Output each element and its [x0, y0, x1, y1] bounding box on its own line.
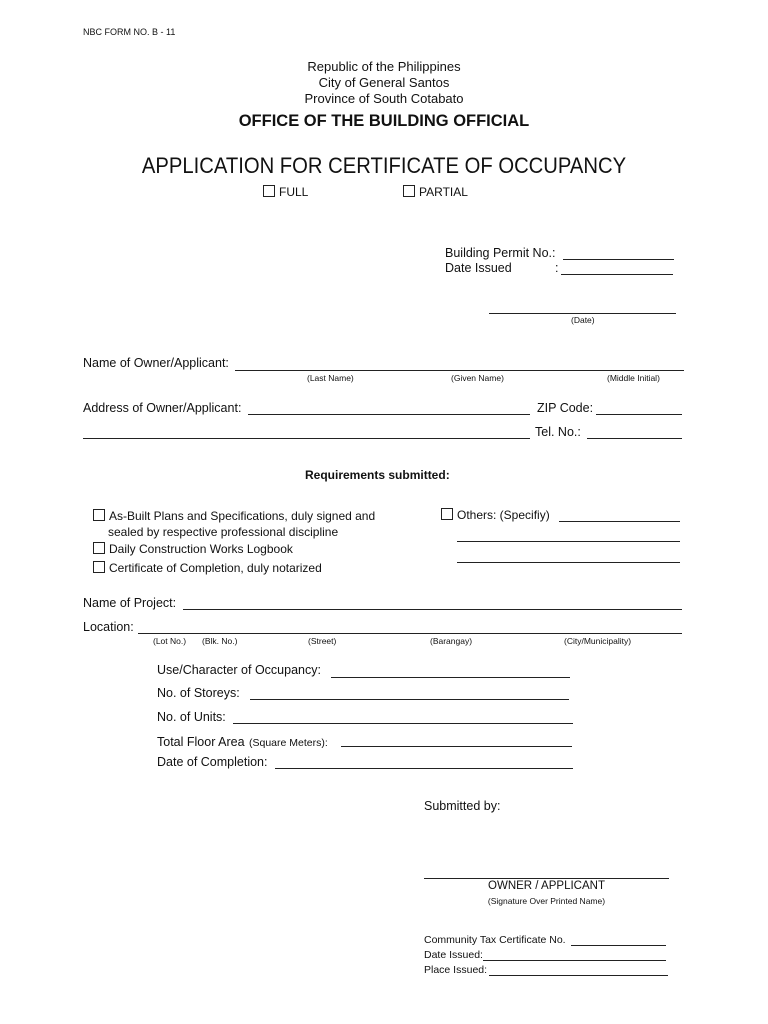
zip-field[interactable]	[596, 414, 682, 415]
project-name-field[interactable]	[183, 609, 682, 610]
as-built-label: As-Built Plans and Specifications, duly signed and	[109, 509, 376, 523]
ctc-date-issued-label: Date Issued:	[424, 949, 483, 961]
date-issued-colon: :	[555, 261, 559, 275]
floor-area-label: Total Floor Area	[157, 735, 245, 749]
logbook-checkbox[interactable]	[93, 542, 105, 554]
republic-line: Republic of the Philippines	[307, 59, 461, 74]
partial-checkbox[interactable]	[403, 185, 415, 197]
logbook-label: Daily Construction Works Logbook	[109, 542, 293, 556]
owner-applicant-label: OWNER / APPLICANT	[488, 880, 605, 892]
city-line: City of General Santos	[318, 75, 450, 90]
as-built-label-2: sealed by respective professional discipline	[108, 525, 339, 539]
completion-date-label: Date of Completion:	[157, 755, 268, 769]
as-built-checkbox[interactable]	[93, 509, 105, 521]
units-label: No. of Units:	[157, 710, 226, 724]
signature-caption: (Signature Over Printed Name)	[487, 896, 606, 906]
others-field-1[interactable]	[559, 521, 680, 522]
project-name-label: Name of Project:	[83, 596, 177, 610]
ctc-label: Community Tax Certificate No.	[424, 934, 566, 946]
owner-name-label: Name of Owner/Applicant:	[83, 356, 229, 370]
given-name-caption: (Given Name)	[451, 373, 504, 383]
office-title: OFFICE OF THE BUILDING OFFICIAL	[238, 112, 530, 130]
application-title: APPLICATION FOR CERTIFICATE OF OCCUPANCY	[141, 153, 627, 178]
form-number: NBC FORM NO. B - 11	[83, 27, 176, 37]
middle-initial-caption: (Middle Initial)	[607, 373, 660, 383]
owner-address-label: Address of Owner/Applicant:	[83, 401, 242, 415]
city-caption: (City/Municipality)	[564, 636, 632, 646]
completion-cert-label: Certificate of Completion, duly notarized	[109, 561, 322, 575]
owner-name-field[interactable]	[235, 370, 684, 371]
street-caption: (Street)	[308, 636, 337, 646]
req-others[interactable]	[441, 508, 550, 522]
units-field[interactable]	[233, 723, 573, 724]
floor-area-unit: (Square Meters):	[249, 737, 328, 749]
tel-field[interactable]	[587, 438, 682, 439]
req-as-built[interactable]	[93, 509, 375, 523]
use-occupancy-label: Use/Character of Occupancy:	[157, 663, 321, 677]
blk-no-caption: (Blk. No.)	[202, 636, 238, 646]
storeys-field[interactable]	[250, 699, 569, 700]
completion-date-field[interactable]	[275, 768, 573, 769]
others-field-2[interactable]	[457, 541, 680, 542]
date-issued-label: Date Issued	[445, 261, 512, 275]
floor-area-label-group	[157, 733, 328, 751]
date-field[interactable]	[489, 313, 676, 314]
permit-no-field[interactable]	[563, 259, 674, 260]
date-issued-field[interactable]	[561, 274, 673, 275]
ctc-field[interactable]	[571, 945, 666, 946]
ctc-date-issued-field[interactable]	[483, 960, 666, 961]
ctc-place-issued-label: Place Issued:	[424, 964, 488, 976]
last-name-caption: (Last Name)	[307, 373, 354, 383]
completion-cert-checkbox[interactable]	[93, 561, 105, 573]
location-field[interactable]	[138, 633, 682, 634]
owner-address-field[interactable]	[248, 414, 530, 415]
others-field-3[interactable]	[457, 562, 680, 563]
req-logbook[interactable]	[93, 542, 293, 556]
others-checkbox[interactable]	[441, 508, 453, 520]
permit-no-label: Building Permit No.:	[445, 246, 556, 260]
ctc-place-issued-field[interactable]	[489, 975, 668, 976]
requirements-heading: Requirements submitted:	[305, 468, 450, 482]
full-label: FULL	[279, 185, 309, 199]
owner-address-field-2[interactable]	[83, 438, 530, 439]
barangay-caption: (Barangay)	[430, 636, 473, 646]
tel-label: Tel. No.:	[535, 425, 581, 439]
lot-no-caption: (Lot No.)	[153, 636, 187, 646]
others-label: Others: (Specifiy)	[457, 508, 550, 522]
province-line: Province of South Cotabato	[304, 91, 464, 106]
option-partial[interactable]	[403, 185, 468, 199]
signature-field[interactable]	[424, 878, 669, 879]
full-checkbox[interactable]	[263, 185, 275, 197]
storeys-label: No. of Storeys:	[157, 686, 240, 700]
req-completion-cert[interactable]	[93, 561, 322, 575]
submitted-by-label: Submitted by:	[424, 799, 501, 813]
date-caption: (Date)	[571, 315, 595, 325]
location-label: Location:	[83, 620, 134, 634]
partial-label: PARTIAL	[419, 185, 468, 199]
floor-area-field[interactable]	[341, 746, 572, 747]
option-full[interactable]	[263, 185, 308, 199]
zip-label: ZIP Code:	[537, 401, 594, 415]
use-occupancy-field[interactable]	[331, 677, 570, 678]
